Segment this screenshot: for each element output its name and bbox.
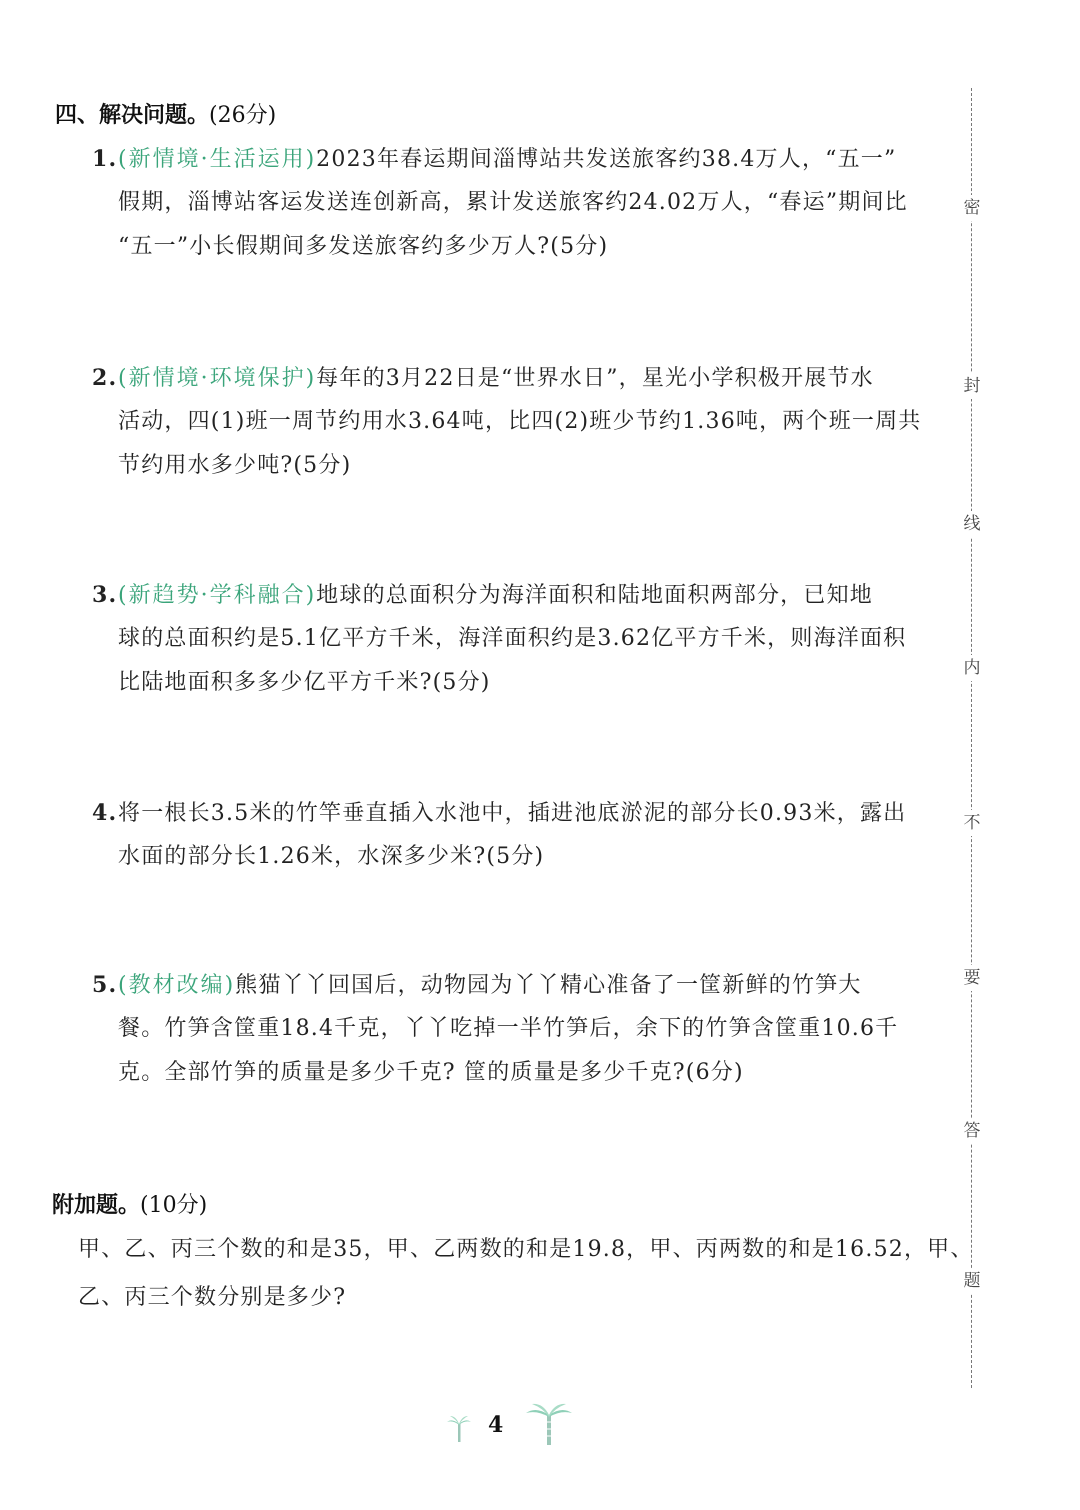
problem-number: 2. (92, 365, 118, 391)
page-number: 4 (488, 1412, 504, 1438)
extra-text-line: 甲、乙、丙三个数的和是35，甲、乙两数的和是19.8，甲、丙两数的和是16.52，甲、 (78, 1237, 974, 1262)
problem-number: 4. (92, 800, 118, 826)
binding-char: 线 (961, 511, 983, 537)
problem-text-line: 假期，淄博站客运发送连创新高，累计发送旅客约24.02万人，“春运”期间比 (118, 190, 908, 215)
problem-4 (92, 791, 947, 879)
problem-text-line: 熊猫丫丫回国后，动物园为丫丫精心准备了一筐新鲜的竹笋大 (235, 973, 862, 998)
problem-tag: (新情境·环境保护) (118, 366, 317, 391)
problem-text-line: 餐。竹笋含筐重18.4千克，丫丫吃掉一半竹笋后，余下的竹笋含筐重10.6千 (118, 1016, 899, 1041)
problem-text-line: 将一根长3.5米的竹竿垂直插入水池中，插进池底淤泥的部分长0.93米，露出 (118, 801, 907, 826)
binding-char: 内 (961, 655, 983, 681)
page-footer (0, 1400, 1080, 1460)
problem-text-line: 水面的部分长1.26米，水深多少米?(5分) (118, 844, 545, 869)
problem-text-line: 地球的总面积分为海洋面积和陆地面积两部分，已知地 (316, 583, 873, 608)
binding-char: 密 (961, 195, 983, 221)
problem-5 (92, 963, 947, 1095)
binding-char: 题 (961, 1268, 983, 1294)
binding-char: 答 (961, 1118, 983, 1144)
extra-title-text: 附加题。 (52, 1193, 141, 1218)
problem-text-line: 球的总面积约是5.1亿平方千米，海洋面积约是3.62亿平方千米，则海洋面积 (118, 626, 907, 651)
section-title (55, 98, 276, 129)
extra-score: (10分) (140, 1193, 208, 1218)
problem-text-line: 比陆地面积多多少亿平方千米?(5分) (118, 670, 491, 695)
problem-2 (92, 356, 947, 488)
palm-tree-large-icon (524, 1402, 574, 1446)
problem-text-line: 克。全部竹笋的质量是多少千克? 筐的质量是多少千克?(6分) (118, 1060, 744, 1085)
problem-text-line: 每年的3月22日是“世界水日”，星光小学积极开展节水 (316, 366, 874, 391)
binding-char: 封 (961, 373, 983, 399)
section-score: (26分) (209, 103, 277, 128)
problem-number: 3. (92, 582, 118, 608)
problem-text-line: 节约用水多少吨?(5分) (118, 453, 352, 478)
problem-number: 5. (92, 972, 118, 998)
problem-text-line: “五一”小长假期间多发送旅客约多少万人?(5分) (118, 234, 609, 259)
problem-tag: (新情境·生活运用) (118, 147, 317, 172)
problem-tag: (教材改编) (118, 973, 236, 998)
extra-title (52, 1188, 207, 1219)
problem-number: 1. (92, 146, 118, 172)
palm-tree-small-icon (446, 1414, 472, 1444)
binding-char: 不 (961, 810, 983, 836)
section-title-text: 四、解决问题。 (55, 103, 210, 128)
problem-3 (92, 573, 947, 705)
problem-text-line: 活动，四(1)班一周节约用水3.64吨，比四(2)班少节约1.36吨，两个班一周共 (118, 409, 922, 434)
extra-question (78, 1226, 974, 1322)
problem-tag: (新趋势·学科融合) (118, 583, 317, 608)
binding-dashed-line (971, 88, 972, 1388)
problem-text-line: 2023年春运期间淄博站共发送旅客约38.4万人，“五一” (316, 147, 897, 172)
extra-text-line: 乙、丙三个数分别是多少? (78, 1285, 347, 1310)
problem-1 (92, 137, 947, 269)
binding-char: 要 (961, 965, 983, 991)
